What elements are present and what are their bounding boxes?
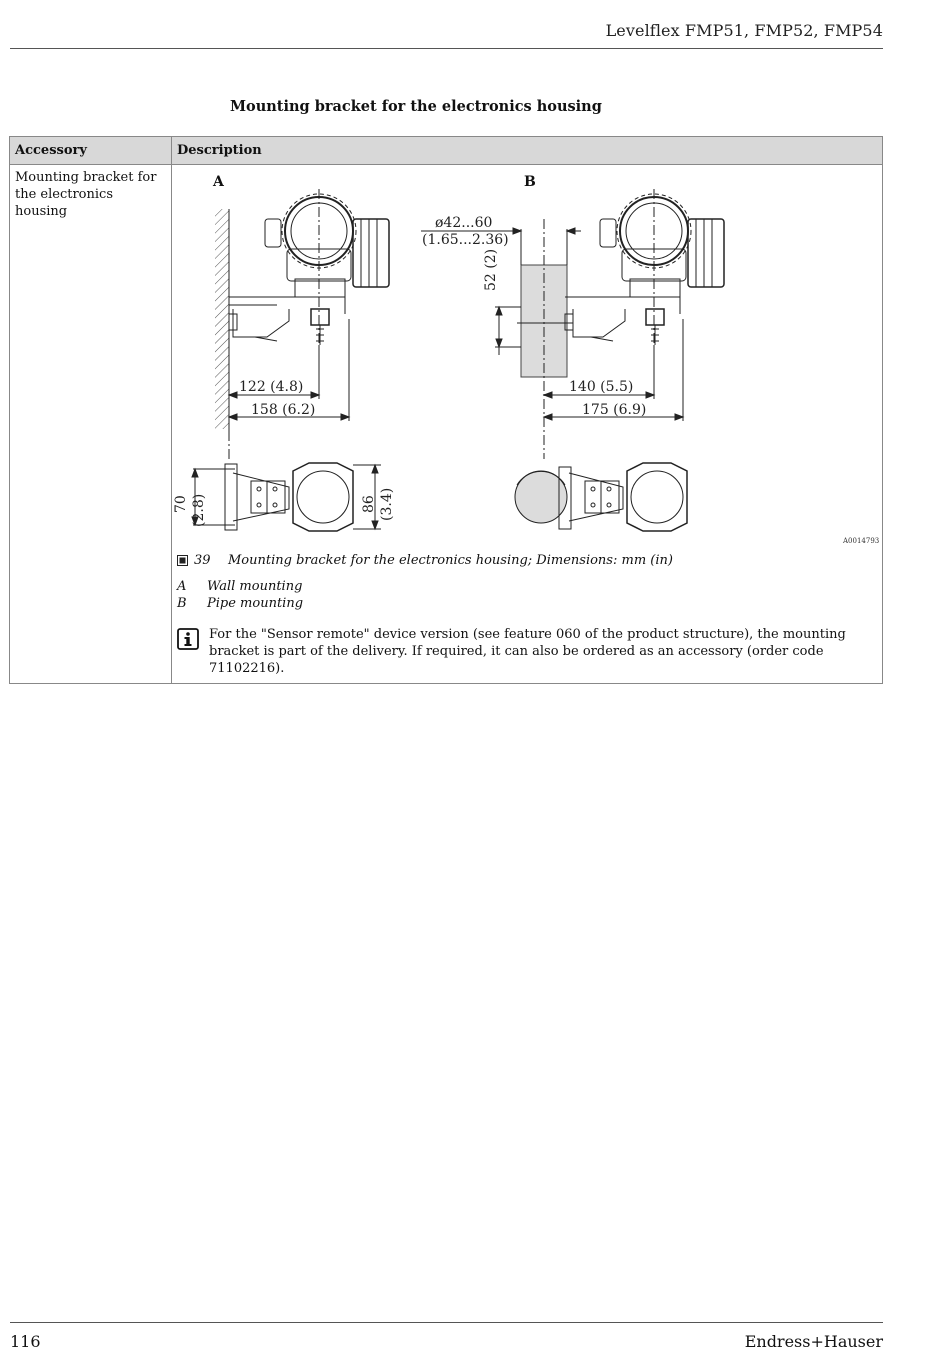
legend-key: A — [177, 579, 187, 594]
footer-brand: Endress+Hauser — [744, 1332, 883, 1351]
legend-text: Wall mounting — [207, 579, 303, 594]
info-icon — [177, 628, 199, 650]
label-a: A — [213, 174, 224, 190]
header-title: Levelflex FMP51, FMP52, FMP54 — [605, 21, 883, 40]
figure-legend — [177, 578, 877, 612]
col-header-accessory: Accessory — [10, 137, 172, 165]
legend-key: B — [177, 596, 187, 611]
section-title: Mounting bracket for the electronics housing — [230, 98, 602, 115]
dim-86-mm: 86 — [361, 495, 377, 513]
dim-86-in: (3.4) — [379, 487, 395, 521]
dim-a1: 122 (4.8) — [239, 379, 304, 395]
legend-item — [177, 595, 877, 612]
figure-icon — [177, 555, 188, 566]
dim-pipe-mm: ø42...60 — [435, 215, 493, 231]
accessory-name: Mounting bracket for the electronics housing — [15, 170, 157, 219]
footer-rule — [10, 1322, 883, 1323]
dim-pipe-in: (1.65...2.36) — [422, 232, 509, 248]
info-note — [177, 626, 877, 677]
bracket-top-view-pipe — [515, 463, 687, 531]
label-b: B — [524, 174, 536, 190]
dim-b2: 175 (6.9) — [582, 402, 647, 418]
legend-item — [177, 578, 877, 595]
bracket-top-view-wall — [192, 463, 381, 531]
figure-caption — [177, 553, 877, 568]
figure-code: A0014793 — [843, 537, 880, 545]
page-number: 116 — [10, 1332, 41, 1351]
table-row — [10, 165, 883, 684]
col-header-description: Description — [172, 137, 883, 165]
dim-70-mm: 70 — [173, 495, 189, 513]
wall-mounting-drawing — [215, 189, 389, 459]
dim-a2: 158 (6.2) — [251, 402, 316, 418]
legend-text: Pipe mounting — [207, 596, 304, 611]
header-rule — [10, 48, 883, 49]
info-note-text: For the "Sensor remote" device version (see feature 060 of the product structure), the mounting bracket is part of the delivery. If required, it can also be ordered as an accessory (order code 71102216). — [209, 627, 846, 676]
technical-drawing — [173, 169, 880, 549]
figure-caption-text: Mounting bracket for the electronics housing; Dimensions: mm (in) — [228, 553, 673, 568]
figure-number: 39 — [194, 553, 211, 568]
description-cell — [172, 165, 883, 684]
accessory-table — [9, 136, 883, 684]
accessory-cell — [10, 165, 172, 684]
dim-70-in: (2.8) — [191, 493, 207, 527]
dim-b1: 140 (5.5) — [569, 379, 634, 395]
dim-52: 52 (2) — [483, 248, 499, 291]
